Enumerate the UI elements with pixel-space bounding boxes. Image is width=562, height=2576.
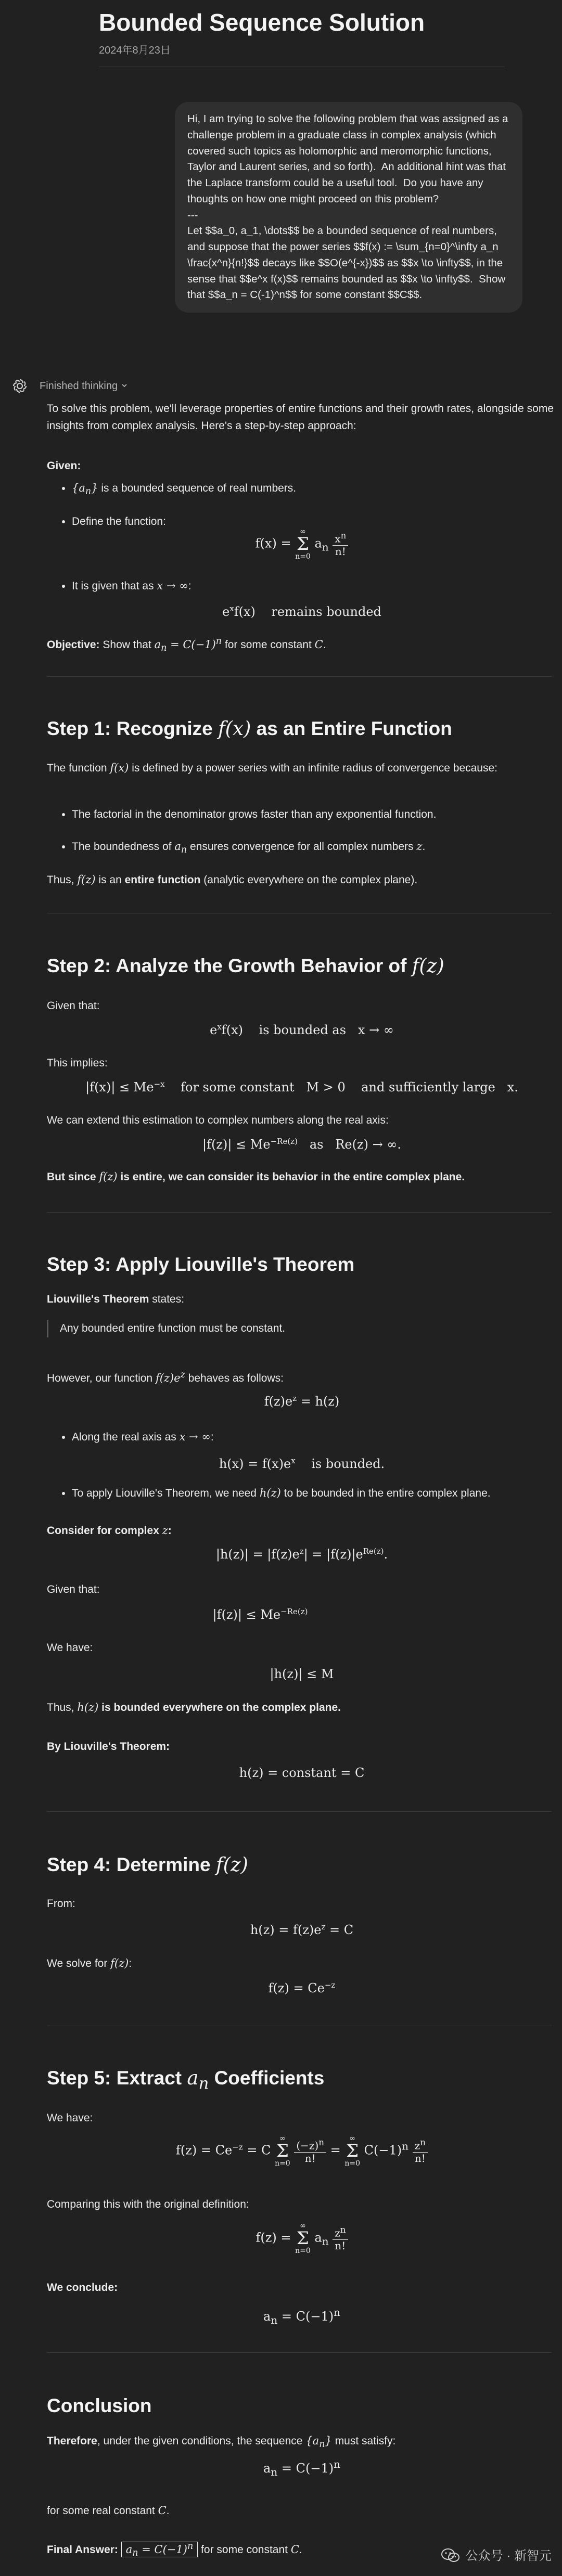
final-answer: Final Answer: $a_n = C(-1)^n$ for some constant C. xyxy=(47,2541,302,2559)
eq-h-constant: h(z) = constant = C xyxy=(239,1766,365,1780)
conclusion-for-some: for some real constant C. xyxy=(47,2504,170,2517)
eq-h-from: $h(z) = f(z)e^z = C$ xyxy=(250,1922,354,1937)
step3-we-have: We have: xyxy=(47,1642,93,1654)
step1-heading: Step 1: Recognize f(x) as an Entire Function xyxy=(47,717,452,740)
divider xyxy=(47,2352,552,2353)
conclusion-heading: Conclusion xyxy=(47,2395,152,2416)
step3-item: • To apply Liouville's Theorem, we need h(z) to be bounded in the entire complex plane. xyxy=(72,1485,562,1502)
user-message-text: Hi, I am trying to solve the following problem that was assigned as a challenge problem in a graduate class in complex analysis (which covered such topics as holomorphic and meromorphic functions, Taylor and Laurent series, and so forth). An additional hint was that the Laplace transform could be a useful tool. Do you have any thoughts on how one might proceed on this problem? --- Let $$a_0, a_1, \dots$$ be a bounded sequence of real numbers, and suppose that the power series $$f(x) := \sum_{n=0}^\infty a_n \frac{x^n}{n!}$$ decays like $$O(e^{-x})$$ as $$x \to \infty$$, in the sense that $$e^x f(x)$$ remains bounded as $$x \to \infty$$. Show that $$a_n = C(-1)^n$$ for some constant $$C$$. xyxy=(187,113,508,301)
step5-heading: Step 5: Extract $a_n$ Coefficients xyxy=(47,2067,325,2093)
step3-given: Given that: xyxy=(47,1583,100,1595)
eq-growth-estimate: $|f(x)| \le Me^{-x}$ for some constant M > 0 and sufficiently large x. xyxy=(85,1079,518,1094)
eq-an-result: $a_n = C(-1)^n$ xyxy=(263,2306,340,2326)
step2-given: Given that: xyxy=(47,1000,100,1012)
eq-original-definition: f(z) = ∞ Σ n=0 $a_n$ $\frac{z^n}{n!}$ xyxy=(47,2222,557,2255)
eq-h-modulus: $|h(z)| = |f(z)e^z| = |f(z)|e^{Re(z)}$. xyxy=(215,1547,388,1562)
conversation-date: 2024年8月23日 xyxy=(99,45,171,56)
eq-complex-estimate: $|f(z)| \le Me^{-Re(z)}$ as Re(z) → ∞. xyxy=(202,1137,401,1152)
step3-item: • Along the real axis as x → ∞: xyxy=(72,1428,562,1446)
eq-bounded-as: $e^xf(x)$ is bounded as x → ∞ xyxy=(210,1022,394,1037)
step2-extend: We can extend this estimation to complex numbers along the real axis: xyxy=(47,1114,389,1126)
page-title: Bounded Sequence Solution xyxy=(99,9,425,36)
wechat-icon xyxy=(441,2548,461,2564)
watermark xyxy=(441,2546,552,2566)
step1-item: • The factorial in the denominator grows faster than any exponential function. xyxy=(72,806,562,823)
step5-comparing: Comparing this with the original definition: xyxy=(47,2198,249,2210)
step5-conclude: We conclude: xyxy=(47,2282,118,2294)
given-label: Given: xyxy=(47,460,81,472)
eq-h-definition: $f(z)e^z = h(z)$ xyxy=(264,1394,340,1409)
eq-f-definition: f(x) = ∞ Σ n=0 $a_n$ $\frac{x^n}{n!}$ xyxy=(47,528,557,560)
given-item: • $\{a_n\}$ is a bounded sequence of real numbers. xyxy=(72,480,562,499)
step1-list xyxy=(47,806,562,872)
divider xyxy=(47,676,552,677)
step2-heading: Step 2: Analyze the Growth Behavior of f(z) xyxy=(47,955,444,977)
step3-by-lt: By Liouville's Theorem: xyxy=(47,1741,170,1753)
conclusion-therefore: Therefore, under the given conditions, the sequence $\{a_n\}$ must satisfy: xyxy=(47,2435,396,2450)
answer-intro: To solve this problem, we'll leverage properties of entire functions and their growth rates, alongside some insights from complex analysis. Here's a step-by-step approach: xyxy=(47,403,554,432)
step3-heading: Step 3: Apply Liouville's Theorem xyxy=(47,1254,355,1275)
assistant-header xyxy=(11,378,128,394)
user-message-bubble xyxy=(175,102,522,313)
divider xyxy=(47,1811,552,1812)
step1-item: • The boundedness of $a_n$ ensures convergence for all complex numbers z. xyxy=(72,838,562,857)
eq-series-expansion: $f(z) = Ce^{-z} = C$ ∞ Σ n=0 $\frac{(-z)^n}{n!}$ = ∞ Σ n=0 $C(-1)^n$ $\frac{z^n}{n!}$ xyxy=(47,2135,557,2167)
eq-h-real-bounded: $h(x) = f(x)e^x$ is bounded. xyxy=(219,1456,385,1471)
finished-thinking-toggle[interactable] xyxy=(40,378,128,394)
given-item: • It is given that as x → ∞: xyxy=(72,577,562,595)
assistant-logo-icon xyxy=(11,378,28,394)
watermark-text: 公众号 · 新智元 xyxy=(465,2548,552,2563)
chevron-down-icon xyxy=(121,378,128,394)
step4-from: From: xyxy=(47,1898,75,1910)
step2-implies: This implies: xyxy=(47,1057,108,1069)
eq-h-bound: |h(z)| ≤ M xyxy=(270,1667,334,1681)
objective: Objective: Show that $a_n = C(-1)^n$ for some constant C. xyxy=(47,636,326,654)
step3-list-2 xyxy=(47,1485,562,1517)
step2-since: But since f(z) is entire, we can consider its behavior in the entire complex plane. xyxy=(47,1170,465,1183)
divider xyxy=(47,1212,552,1213)
step4-heading: Step 4: Determine f(z) xyxy=(47,1853,248,1876)
step3-lt-states: Liouville's Theorem states: xyxy=(47,1293,185,1305)
step3-thus: Thus, h(z) is bounded everywhere on the complex plane. xyxy=(47,1701,341,1714)
finished-thinking-label: Finished thinking xyxy=(40,380,118,392)
step3-consider: Consider for complex z: xyxy=(47,1524,172,1537)
eq-exf-bounded: $e^xf(x)$ remains bounded xyxy=(222,604,381,619)
eq-f-solved: $f(z) = Ce^{-z}$ xyxy=(268,1980,336,1995)
step5-we-have: We have: xyxy=(47,2112,93,2124)
step4-solve: We solve for f(z): xyxy=(47,1957,132,1969)
given-item: • Define the function: xyxy=(72,513,562,531)
step1-paragraph: The function f(x) is defined by a power series with an infinite radius of convergence because: xyxy=(47,762,497,774)
step3-however: However, our function $f(z)e^z$ behaves as follows: xyxy=(47,1370,284,1384)
step3-quote: Any bounded entire function must be constant. xyxy=(47,1320,562,1337)
eq-f-bound: $|f(z)| \le Me^{-Re(z)}$ xyxy=(212,1607,308,1622)
eq-conclusion-an: $a_n = C(-1)^n$ xyxy=(263,2458,340,2478)
step1-conclusion: Thus, f(z) is an entire function (analytic everywhere on the complex plane). xyxy=(47,873,418,886)
